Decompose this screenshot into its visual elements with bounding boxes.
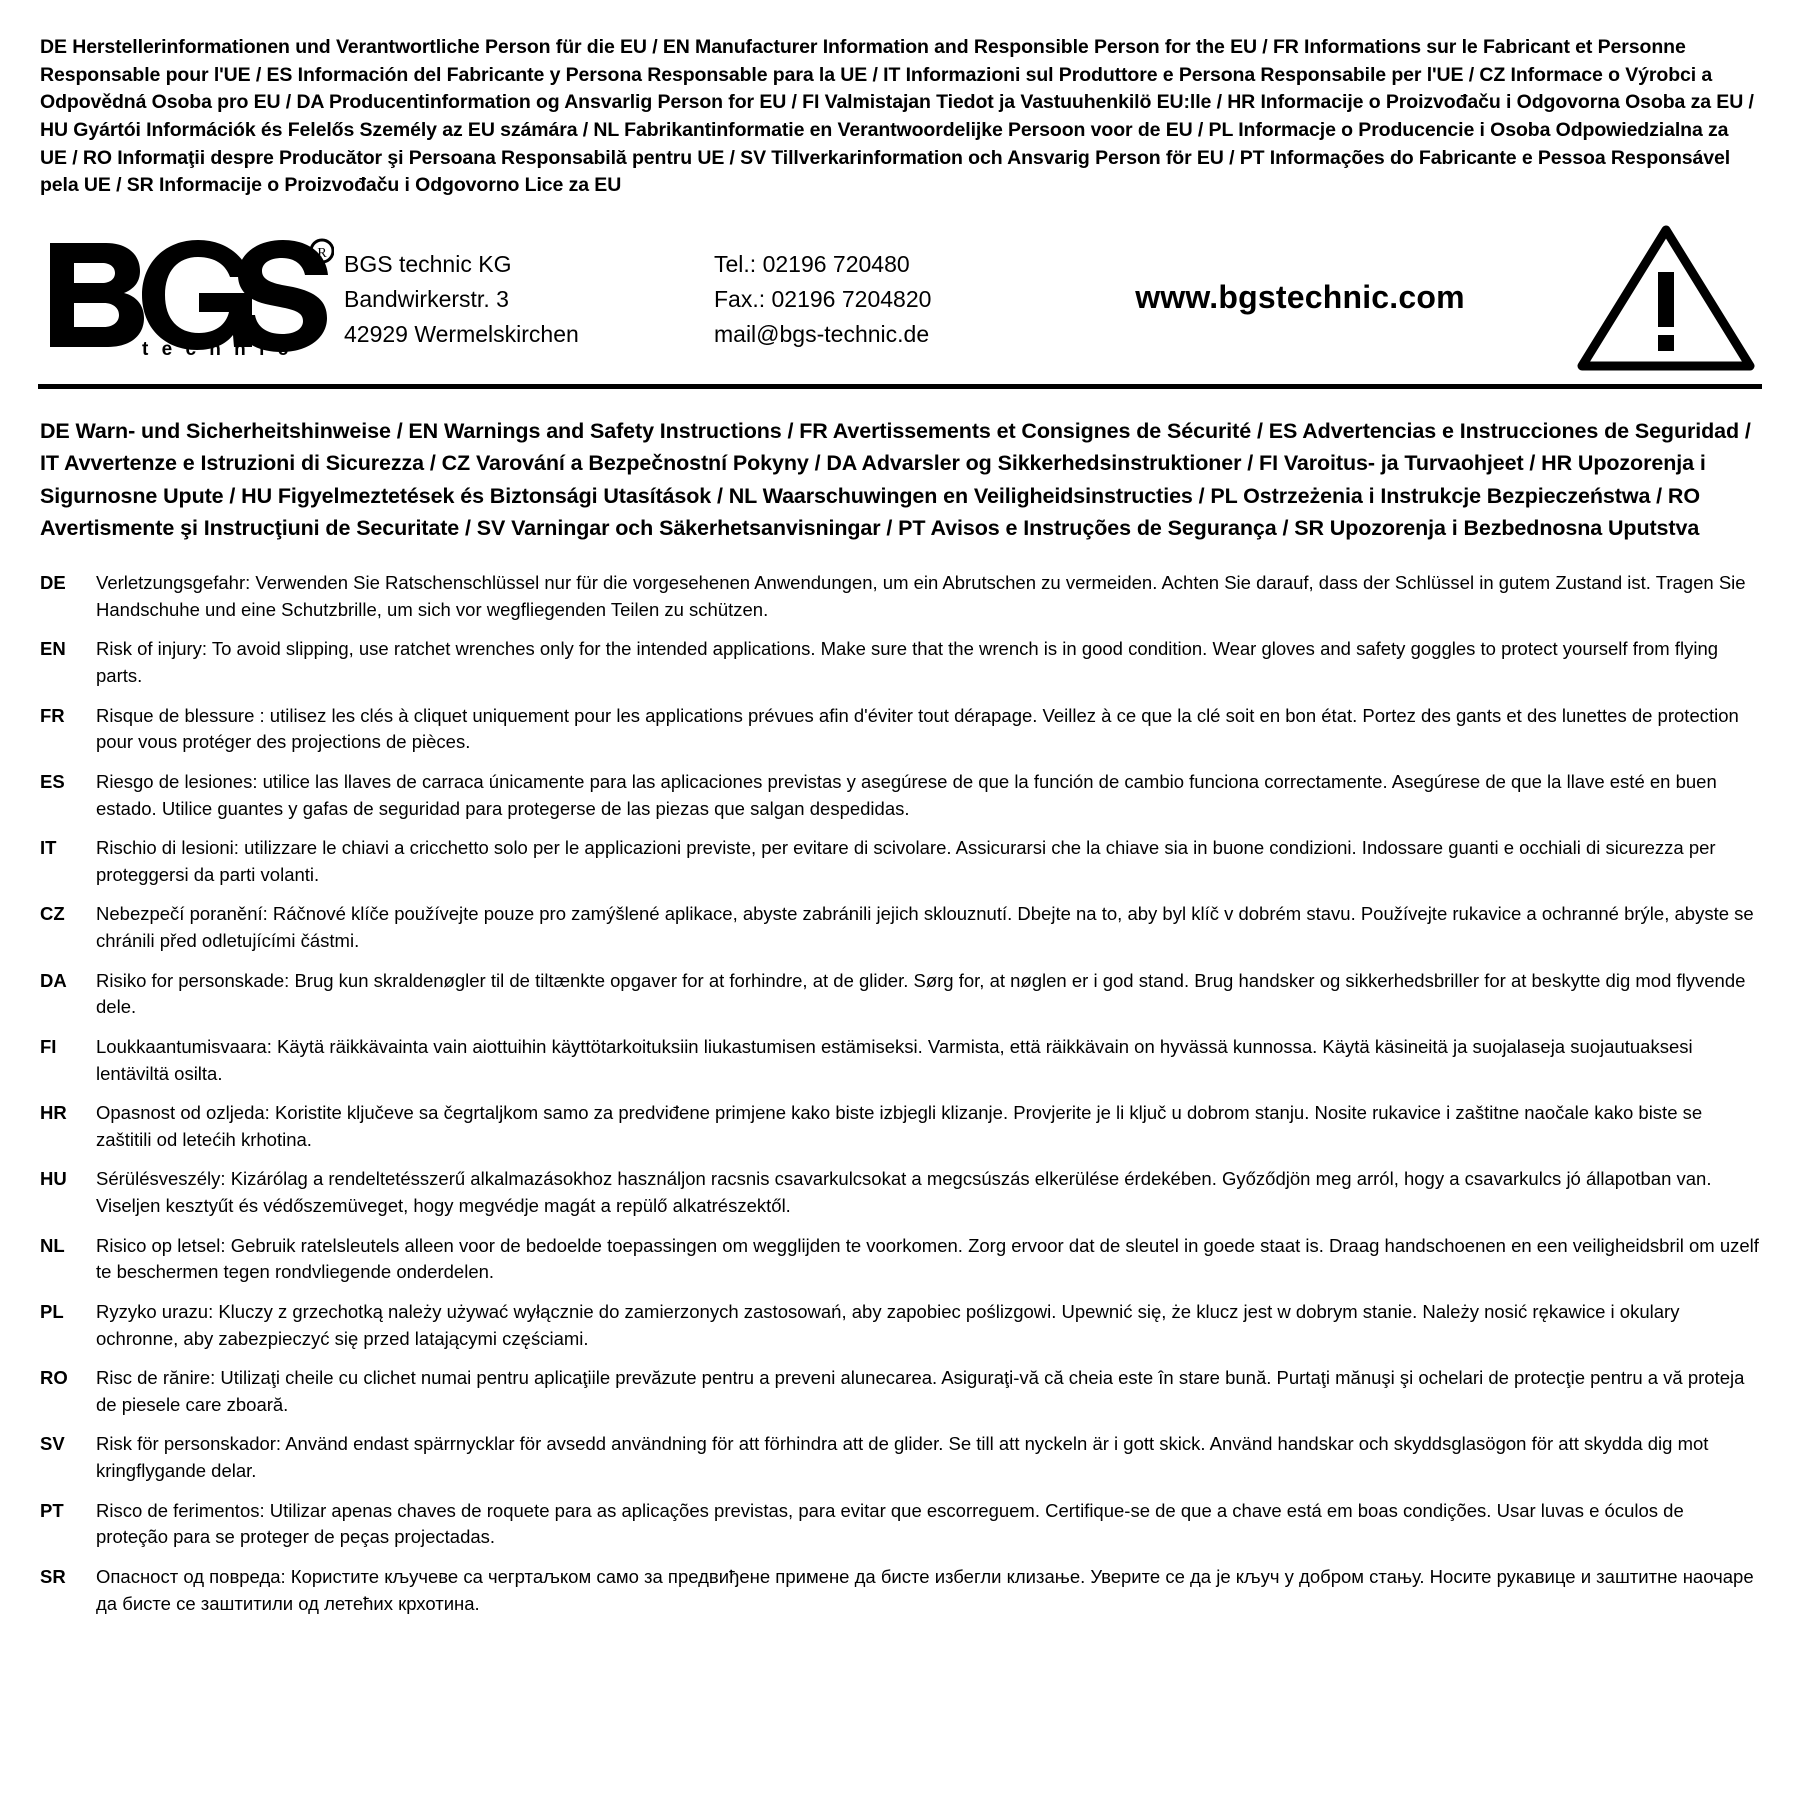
language-text: Loukkaantumisvaara: Käytä räikkävainta vain aiottuihin käyttötarkoituksiin liukastumisen estämiseksi. Varmista, että räikkävain on hyvässä kunnossa. Käytä käsineitä ja suojalaseja suojautuaksesi lentäviltä osilta.: [96, 1035, 1693, 1084]
language-text: Risiko for personskade: Brug kun skraldenøgler til de tiltænkte opgaver for at forhindre, at de glider. Sørg for, at nøglen er i god stand. Brug handsker og sikkerhedsbriller for at beskytte dig mod flyvende dele.: [96, 969, 1746, 1018]
warnings-and-safety-title: DE Warn- und Sicherheitshinweise / EN Warnings and Safety Instructions / FR Avertissements et Consignes de Sécurité / ES Advertencias e Instrucciones de Seguridad / IT Avvertenze e Istruzioni di Sicurezza / CZ Varování a Bezpečnostní Pokyny / DA Advarsler og Sikkerhedsinstruktioner / FI Varoitus- ja Turvaohjeet / HR Upozorenja i Sigurnosne Upute / HU Figyelmeztetések és Biztonsági Utasítások / NL Waarschuwingen en Veiligheidsinstructies / PL Ostrzeżenia i Instrukcje Bezpieczeństwa / RO Avertismente şi Instrucţiuni de Securitate / SV Varningar och Säkerhetsanvisningar / PT Avisos e Instruções de Segurança / SR Upozorenja i Bezbednosna Uputstva: [40, 419, 1751, 540]
list-item: [40, 1564, 1760, 1617]
language-code: HR: [40, 1102, 67, 1124]
language-code: SV: [40, 1433, 65, 1455]
list-item: [40, 769, 1760, 822]
company-city: 42929 Wermelskirchen: [344, 320, 579, 347]
manufacturer-information-header: DE Herstellerinformationen und Verantwortliche Person für die EU / EN Manufacturer Information and Responsible Person for the EU / FR Informations sur le Fabricant et Personne Responsable pour l'UE / ES Información del Fabricante y Persona Responsable para la UE / IT Informazioni sul Produttore e Persona Responsabile per l'UE / CZ Informace o Výrobci a Odpovědná Osoba pro EU / DA Producentinformation og Ansvarlig Person for EU / FI Valmistajan Tiedot ja Vastuuhenkilö EU:lle / HR Informacije o Proizvođaču i Odgovorna Osoba za EU / HU Gyártói Információk és Felelős Személy az EU számára / NL Fabrikantinformatie en Verantwoordelijke Persoon voor de EU / PL Informacje o Producencie i Osoba Odpowiedzialna za UE / RO Informaţii despre Producător şi Persoana Responsabilă pentru UE / SV Tillverkarinformation och Ansvarig Person för EU / PT Informações do Fabricante e Pessoa Responsável pela UE / SR Informacije o Proizvođaču i Odgovorno Lice za EU: [40, 36, 1754, 197]
language-code: DA: [40, 969, 67, 991]
language-text: Опасност од повреда: Користите кључеве са чегртаљком само за предвиђене примене да бисте избегли клизање. Уверите се да је кључ у добром стању. Носите рукавице и заштитне наочаре да бисте се заштитили од летећих крхотина.: [96, 1565, 1754, 1614]
language-text: Rischio di lesioni: utilizzare le chiavi a cricchetto solo per le applicazioni previste, per evitare di scivolare. Assicurarsi che la chiave sia in buone condizioni. Indossare guanti e occhiali di sicurezza per proteggersi da parti volanti.: [96, 837, 1716, 885]
bgs-logo-svg: [44, 237, 334, 357]
list-item: [40, 1034, 1760, 1087]
language-code: DE: [40, 572, 66, 594]
language-code: HU: [40, 1168, 67, 1190]
list-item: [40, 636, 1760, 689]
language-code: PT: [40, 1499, 64, 1521]
list-item: [40, 1299, 1760, 1352]
language-text: Opasnost od ozljeda: Koristite ključeve sa čegrtaljkom samo za predviđene primjene kako biste izbjegli klizanje. Provjerite je li ključ u dobrom stanju. Nosite rukavice i zaštitne naočale kako biste se zaštitili od letećih krhotina.: [96, 1102, 1703, 1150]
company-address: [344, 243, 714, 352]
language-code: RO: [40, 1367, 68, 1389]
list-item: [40, 1365, 1760, 1418]
list-item: [40, 1166, 1760, 1219]
language-text: Risque de blessure : utilisez les clés à cliquet uniquement pour les applications prévues afin d'éviter tout dérapage. Veillez à ce que la clé soit en bon état. Portez des gants et des lunettes de protection pour vous protéger des projections de pièces.: [96, 704, 1739, 753]
language-code: FI: [40, 1035, 57, 1057]
warning-triangle-icon: [1556, 222, 1762, 372]
list-item: [40, 1498, 1760, 1551]
company-name: BGS technic KG: [344, 250, 512, 277]
language-text: Sérülésveszély: Kizárólag a rendeltetésszerű alkalmazásokhoz használjon racsnis csavarkulcsokat a megcsúszás elkerülése érdekében. Győződjön meg arról, hogy a csavarkulcs jó állapotban van. Viseljen kesztyűt és védőszemüveget, hogy megvédje magát a repülő alkatrészektől.: [96, 1168, 1712, 1216]
company-fax: Fax.: 02196 7204820: [714, 285, 932, 312]
warning-triangle-svg: [1576, 222, 1756, 372]
language-text: Verletzungsgefahr: Verwenden Sie Ratschenschlüssel nur für die vorgesehenen Anwendungen, um ein Abrutschen zu vermeiden. Achten Sie darauf, dass der Schlüssel in gutem Zustand ist. Tragen Sie Handschuhe und eine Schutzbrille, um sich vor wegfliegenden Teilen zu schützen.: [96, 572, 1746, 620]
company-website[interactable]: www.bgstechnic.com: [1135, 278, 1465, 315]
language-text: Risk of injury: To avoid slipping, use ratchet wrenches only for the intended applications. Make sure that the wrench is in good condition. Wear gloves and safety goggles to protect yourself from flying parts.: [96, 638, 1719, 686]
list-item: [40, 901, 1760, 954]
language-code: ES: [40, 770, 65, 792]
company-telephone: Tel.: 02196 720480: [714, 250, 910, 277]
language-code: CZ: [40, 903, 65, 925]
bgs-logo: [38, 237, 344, 357]
language-text: Ryzyko urazu: Kluczy z grzechotką należy używać wyłącznie do zamierzonych zastosowań, aby zapobiec poślizgowi. Upewnić się, że klucz jest w dobrym stanie. Należy nosić rękawice i okulary ochronne, aby zabezpieczyć się przed latającymi częściami.: [96, 1300, 1680, 1349]
language-code: IT: [40, 837, 57, 859]
company-street: Bandwirkerstr. 3: [344, 285, 509, 312]
language-text: Risc de rănire: Utilizaţi cheile cu clichet numai pentru aplicaţiile prevăzute pentru a preveni alunecarea. Asiguraţi-vă că cheia este în stare bună. Purtaţi mănuşi şi ochelari de protecţie pentru a vă proteja de piesele care zboară.: [96, 1367, 1745, 1415]
company-info-band: [38, 222, 1762, 389]
language-instructions-list: [38, 570, 1762, 1617]
list-item: [40, 570, 1760, 623]
language-code: FR: [40, 704, 65, 726]
list-item: [40, 1100, 1760, 1153]
list-item: [40, 703, 1760, 756]
list-item: [40, 968, 1760, 1021]
language-code: SR: [40, 1565, 66, 1587]
company-email[interactable]: mail@bgs-technic.de: [714, 320, 930, 347]
language-text: Risk för personskador: Använd endast spärrnycklar för avsedd användning för att förhindra att de glider. Se till att nyckeln är i gott skick. Använd handskar och skyddsglasögon för att skydda dig mot kringflygande delar.: [96, 1433, 1709, 1481]
language-text: Riesgo de lesiones: utilice las llaves de carraca únicamente para las aplicaciones previstas y asegúrese de que la función de cambio funciona correctamente. Asegúrese de que la llave esté en buen estado. Utilice guantes y gafas de seguridad para protegerse de las piezas que salgan despedidas.: [96, 770, 1717, 819]
list-item: [40, 835, 1760, 888]
language-text: Risco de ferimentos: Utilizar apenas chaves de roquete para as aplicações previstas, para evitar que escorreguem. Certifique-se de que a chave está em boas condições. Usar luvas e óculos de proteção para se proteger de peças projectadas.: [96, 1499, 1684, 1548]
language-text: Risico op letsel: Gebruik ratelsleutels alleen voor de bedoelde toepassingen om wegglijden te voorkomen. Zorg ervoor dat de sleutel in goede staat is. Draag handschoenen en een veiligheidsbril om uzelf te beschermen tegen rondvliegende onderdelen.: [96, 1234, 1759, 1283]
svg-text:t e c h n i c: t e c h n i c: [142, 339, 293, 358]
language-text: Nebezpečí poranění: Ráčnové klíče používejte pouze pro zamýšlené aplikace, abyste zabránili jejich sklouznutí. Dbejte na to, aby byl klíč v dobrém stavu. Používejte rukavice a ochranné brýle, abyste se chránili před odletujícími částmi.: [96, 903, 1754, 951]
list-item: [40, 1233, 1760, 1286]
list-item: [40, 1431, 1760, 1484]
company-contact: [714, 243, 1044, 352]
svg-text:R: R: [317, 246, 327, 262]
language-code: NL: [40, 1234, 65, 1256]
language-code: EN: [40, 638, 66, 660]
language-code: PL: [40, 1300, 64, 1322]
